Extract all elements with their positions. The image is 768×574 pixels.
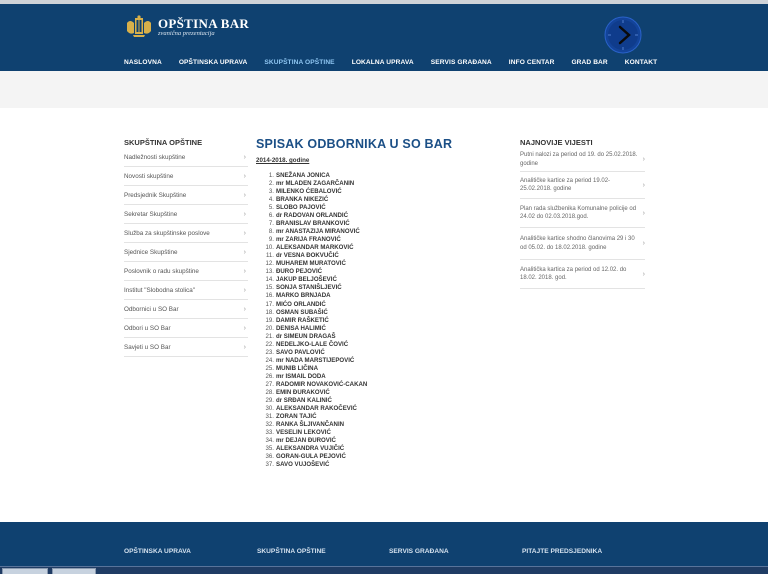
member-number: 19.: [265, 316, 274, 324]
sidebar-menu: [124, 148, 248, 357]
nav-item[interactable]: SERVIS GRAĐANA: [430, 59, 492, 66]
nav-item[interactable]: INFO CENTAR: [508, 59, 555, 66]
chevron-right-icon: ›: [642, 156, 645, 163]
footer-link-servis-gradana[interactable]: SERVIS GRAĐANA: [389, 548, 449, 555]
sidebar-item[interactable]: [124, 319, 248, 338]
member-list-item: [256, 421, 476, 429]
member-list-item: [256, 397, 476, 405]
member-number: 2.: [268, 180, 274, 188]
member-list-item: [256, 381, 476, 389]
member-number: 20.: [265, 324, 274, 332]
member-name: EMIN ĐURAKOVIĆ: [276, 388, 330, 396]
member-name: ZORAN TAJIĆ: [276, 412, 317, 420]
member-list-item: [256, 333, 476, 341]
sidebar-item-label: Poslovnik o radu skupštine: [124, 267, 199, 275]
site-header: [0, 4, 768, 71]
member-name: RANKA ŠLJIVANČANIN: [276, 420, 345, 428]
chevron-right-icon: ›: [243, 210, 246, 218]
member-name: BRANKA NIKEZIĆ: [276, 196, 329, 204]
member-name: MUNIB LIČINA: [276, 364, 318, 372]
sidebar-item-label: Sekretar Skupštine: [124, 210, 178, 218]
member-number: 7.: [268, 220, 274, 228]
sidebar-item-label: Savjeti u SO Bar: [124, 343, 171, 351]
site-logo[interactable]: [124, 14, 249, 40]
nav-item[interactable]: GRAD BAR: [571, 59, 608, 66]
news-item-title: Putni nalozi za period od 19. do 25.02.2018. godine: [520, 152, 638, 167]
member-number: 27.: [265, 380, 274, 388]
chevron-right-icon: ›: [243, 153, 246, 161]
os-taskbar: [0, 566, 768, 574]
member-list-item: [256, 445, 476, 453]
member-list-item: [256, 429, 476, 437]
chevron-right-icon: ›: [243, 343, 246, 351]
main-content: [256, 137, 476, 469]
sidebar-item-label: Nadležnosti skupštine: [124, 153, 186, 161]
member-number: 1.: [268, 172, 274, 179]
chevron-right-icon: ›: [243, 248, 246, 256]
sidebar-item[interactable]: [124, 243, 248, 262]
member-name: mr NADA MARSTIJEPOVIĆ: [276, 356, 355, 364]
member-number: 15.: [265, 284, 274, 292]
news-item[interactable]: [520, 228, 645, 260]
member-list-item: [256, 389, 476, 397]
sidebar-item-label: Predsjednik Skupštine: [124, 191, 187, 199]
chevron-right-icon: ›: [243, 229, 246, 237]
member-name: RADOMIR NOVAKOVIĆ-CAKAN: [276, 380, 368, 388]
chevron-right-icon: ›: [642, 209, 645, 217]
sidebar-item[interactable]: [124, 186, 248, 205]
member-name: OSMAN SUBAŠIĆ: [276, 308, 328, 316]
member-number: 33.: [265, 429, 274, 436]
sidebar-item-label: Institut "Slobodna stolica": [124, 286, 195, 294]
chevron-right-icon: ›: [243, 191, 246, 199]
taskbar-button[interactable]: [2, 568, 48, 574]
member-name: dr RADOVAN ORLANDIĆ: [276, 212, 348, 220]
coat-of-arms-icon: [124, 15, 154, 39]
member-name: ALEKSANDRA VUJIČIĆ: [276, 445, 345, 453]
member-number: 12.: [265, 260, 274, 268]
news-item-title: Analitičke kartice shodno članovima 29 i 30 od 05.02. do 18.02.2018. godine: [520, 236, 635, 251]
member-number: 31.: [265, 412, 274, 420]
member-number: 32.: [265, 420, 274, 428]
main-navigation: [124, 56, 674, 70]
news-item[interactable]: [520, 260, 645, 289]
member-name: SONJA STANIŠLJEVIĆ: [276, 284, 342, 292]
member-list-item: [256, 325, 476, 333]
nav-item[interactable]: LOKALNA UPRAVA: [351, 59, 414, 66]
nav-item[interactable]: KONTAKT: [624, 59, 658, 66]
member-number: 29.: [265, 396, 274, 404]
sidebar: [124, 138, 248, 357]
nav-item[interactable]: NASLOVNA: [124, 59, 162, 66]
member-list-item: [256, 373, 476, 381]
member-list-item: [256, 204, 476, 212]
sidebar-item-label: Odbori u SO Bar: [124, 324, 171, 332]
member-number: 35.: [265, 445, 274, 453]
chevron-right-icon: ›: [243, 324, 246, 332]
member-list-item: [256, 196, 476, 204]
member-name: MARKO BRNJADA: [276, 292, 331, 300]
member-list-item: [256, 349, 476, 357]
nav-item[interactable]: SKUPŠTINA OPŠTINE: [264, 59, 335, 66]
member-list-item: [256, 172, 476, 180]
member-list-item: [256, 292, 476, 300]
member-list-item: [256, 212, 476, 220]
sidebar-item-label: Služba za skupštinske poslove: [124, 229, 210, 237]
chevron-right-icon: ›: [642, 181, 645, 189]
sidebar-item[interactable]: [124, 338, 248, 357]
chevron-right-icon: ›: [243, 286, 246, 294]
member-number: 14.: [265, 276, 274, 284]
member-number: 11.: [265, 252, 274, 260]
member-number: 4.: [268, 196, 274, 204]
sidebar-item[interactable]: [124, 224, 248, 243]
member-list-item: [256, 220, 476, 228]
member-name: SAVO VUJOŠEVIĆ: [276, 461, 330, 469]
sidebar-item-label: Sjednice Skupštine: [124, 248, 178, 256]
member-number: 10.: [265, 244, 274, 252]
member-number: 28.: [265, 388, 274, 396]
sidebar-item[interactable]: [124, 300, 248, 319]
chevron-right-icon: ›: [243, 267, 246, 275]
chevron-right-icon: ›: [642, 270, 645, 278]
member-name: dr VESNA ĐOKVUČIĆ: [276, 252, 339, 260]
member-list-item: [256, 341, 476, 349]
footer-link-opstinska-uprava[interactable]: OPŠTINSKA UPRAVA: [124, 548, 191, 555]
member-number: 3.: [268, 188, 274, 196]
news-item-title: Analitička kartica za period od 12.02. do 18.02. 2018. god.: [520, 266, 627, 281]
member-name: SNEŽANA JONICA: [276, 172, 330, 179]
news-panel: [520, 138, 645, 289]
member-name: mr ISMAIL DODA: [276, 372, 326, 380]
member-number: 9.: [268, 236, 274, 244]
chevron-right-icon: ›: [243, 172, 246, 180]
sidebar-item[interactable]: [124, 148, 248, 167]
member-number: 16.: [265, 292, 274, 300]
member-number: 37.: [265, 461, 274, 469]
logo-title: OPŠTINA BAR: [158, 15, 250, 31]
member-name: ALEKSANDAR RAKOČEVIĆ: [276, 404, 357, 412]
nav-item[interactable]: OPŠTINSKA UPRAVA: [178, 59, 248, 66]
member-number: 30.: [265, 404, 274, 412]
member-name: mr DEJAN ĐUROVIĆ: [276, 437, 336, 445]
member-number: 17.: [265, 300, 274, 308]
member-number: 36.: [265, 453, 274, 461]
member-list-item: [256, 405, 476, 413]
member-list-item: [256, 284, 476, 292]
member-name: MILENKO ĆEBALOVIĆ: [276, 188, 342, 196]
member-name: SLOBO PAJOVIĆ: [276, 204, 326, 212]
member-name: mr ZARIJA FRANOVIĆ: [276, 236, 341, 244]
member-number: 34.: [265, 437, 274, 445]
member-list-item: [256, 357, 476, 365]
news-item[interactable]: [520, 199, 645, 228]
footer-link-skupstina-opstine[interactable]: SKUPŠTINA OPŠTINE: [257, 548, 326, 555]
news-item[interactable]: [520, 172, 645, 199]
logo-text: [158, 17, 249, 38]
member-name: MIĆO ORLANDIĆ: [276, 300, 326, 308]
member-name: DAMIR RAŠKETIĆ: [276, 316, 329, 324]
news-item-title: Analitičke kartice za period 19.02-25.02.2018. godine: [520, 177, 611, 192]
members-list: [256, 172, 476, 469]
member-list-item: [256, 365, 476, 373]
news-item[interactable]: [520, 148, 645, 172]
member-list-item: [256, 317, 476, 325]
member-list-item: [256, 453, 476, 461]
footer-link-pitajte-predsjednika[interactable]: PITAJTE PREDSJEDNIKA: [522, 548, 603, 555]
term-subtitle[interactable]: 2014-2018. godine: [256, 157, 310, 164]
member-number: 13.: [265, 268, 274, 276]
member-name: DENISA HALIMIĆ: [276, 324, 326, 332]
sidebar-item[interactable]: [124, 205, 248, 224]
member-list-item: [256, 413, 476, 421]
member-name: GORAN-GULA PEJOVIĆ: [276, 453, 346, 461]
member-number: 25.: [265, 364, 274, 372]
member-name: SAVO PAVLOVIĆ: [276, 348, 325, 356]
member-list-item: [256, 301, 476, 309]
member-list-item: [256, 461, 476, 469]
member-number: 23.: [265, 348, 274, 356]
clock-widget-icon: [604, 16, 642, 54]
member-name: mr ANASTAZIJA MIRANOVIĆ: [276, 228, 360, 236]
member-number: 26.: [265, 372, 274, 380]
sidebar-item[interactable]: [124, 281, 248, 300]
page-title: SPISAK ODBORNIKA U SO BAR: [256, 137, 453, 151]
member-number: 24.: [265, 356, 274, 364]
member-name: ALEKSANDAR MARKOVIĆ: [276, 244, 354, 252]
news-item-title: Plan rada službenika Komunalne policije od 24.02 do 02.03.2018.god.: [520, 205, 637, 220]
member-name: dr SRĐAN KALINIĆ: [276, 396, 332, 404]
logo-subtitle: zvanična prezentacija: [158, 29, 215, 37]
member-name: VESELIN LEKOVIĆ: [276, 429, 331, 436]
member-number: 6.: [268, 212, 274, 220]
sidebar-item-label: Novosti skupštine: [124, 172, 174, 180]
member-number: 5.: [268, 204, 274, 212]
member-number: 18.: [265, 308, 274, 316]
member-name: ĐURO PEJOVIĆ: [276, 268, 323, 276]
chevron-right-icon: ›: [243, 305, 246, 313]
page-banner-band: [0, 71, 768, 108]
member-number: 8.: [268, 228, 274, 236]
sidebar-item[interactable]: [124, 167, 248, 186]
sidebar-title: SKUPŠTINA OPŠTINE: [124, 138, 203, 147]
member-name: dr SIMEUN DRAGAŠ: [276, 332, 336, 340]
member-number: 21.: [265, 332, 274, 340]
member-list-item: [256, 180, 476, 188]
member-name: mr MLADEN ZAGARČANIN: [276, 180, 355, 188]
news-title: NAJNOVIJE VIJESTI: [520, 138, 593, 147]
chevron-right-icon: ›: [642, 240, 645, 247]
news-list: [520, 148, 645, 289]
taskbar-button[interactable]: [52, 568, 96, 574]
member-list-item: [256, 309, 476, 317]
member-name: JAKUP BELJOŠEVIĆ: [276, 276, 337, 284]
member-name: MUHAREM MURATOVIĆ: [276, 260, 346, 268]
member-number: 22.: [265, 340, 274, 348]
member-list-item: [256, 437, 476, 445]
member-list-item: [256, 188, 476, 196]
sidebar-item[interactable]: [124, 262, 248, 281]
member-name: NEDELJKO-LALE ČOVIĆ: [276, 340, 349, 348]
member-name: BRANISLAV BRANKOVIĆ: [276, 220, 350, 228]
sidebar-item-label: Odbornici u SO Bar: [124, 305, 179, 313]
